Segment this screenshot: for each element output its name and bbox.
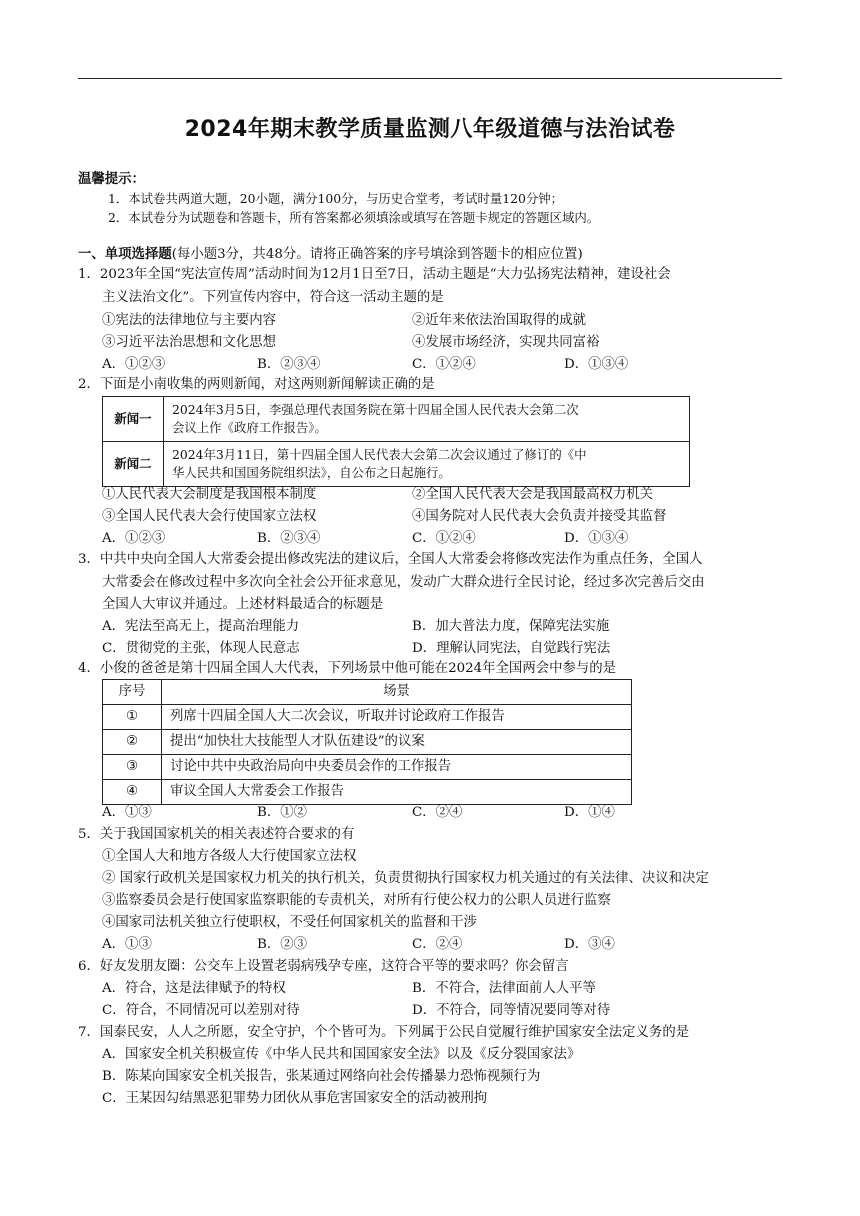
news-text: 华人民共和国国务院组织法》，自公布之日起施行。 [172,465,451,480]
row-text: 审议全国人大常委会工作报告 [162,780,632,805]
q6-option: A．符合，这是法律赋予的特权 [102,981,286,996]
q3-stem: 3．中共中央向全国人大常委会提出修改宪法的建议后，全国人大常委会将修改宪法作为重点任务，全国人 [78,552,703,567]
news-text: 2024年3月5日，李强总理代表国务院在第十四届全国人民代表大会第二次 [172,402,579,417]
row-number: ④ [103,780,162,805]
option: C．②④ [412,805,463,820]
option: A．①②③ [102,531,166,546]
q5-statement: ③监察委员会是行使国家监察职能的专责机关，对所有行使公权力的公职人员进行监察 [102,893,611,908]
option: C．①②④ [412,357,476,372]
table-row [103,755,632,780]
header-rule [78,78,782,79]
q7-option: C．王某因勾结黑恶犯罪势力团伙从事危害国家安全的活动被刑拘 [102,1091,488,1106]
section-heading-bold: 一、单项选择题 [78,246,172,262]
q6-option: C．符合，不同情况可以差别对待 [102,1003,300,1018]
col-header: 场景 [162,680,632,705]
news-row [103,397,690,442]
scene-table [102,679,632,805]
news-text: 会议上作《政府工作报告》。 [172,420,327,435]
row-number: ① [103,705,162,730]
section-heading [78,245,583,264]
option: D．①④ [564,805,615,820]
option: A．①③ [102,805,152,820]
q2-statement: ②全国人民代表大会是我国最高权力机关 [412,487,654,502]
page-title: 2024年期末教学质量监测八年级道德与法治试卷 [184,117,676,142]
q1-stem: 主义法治文化”。下列宣传内容中，符合这一活动主题的是 [102,290,444,305]
q7-stem: 7．国泰民安，人人之所愿，安全守护，个个皆可为。下列属于公民自觉履行维护国家安全法定义务的是 [78,1025,690,1040]
q5-statement: ② 国家行政机关是国家权力机关的执行机关，负责贯彻执行国家权力机关通过的有关法律、决议和决定 [102,871,709,886]
table-row [103,780,632,805]
q7-option: B．陈某向国家安全机关报告，张某通过网络向社会传播暴力恐怖视频行为 [102,1069,541,1084]
option: C．②④ [412,937,463,952]
news-content [164,397,690,442]
option: B．②③④ [257,357,321,372]
q3-option: C．贯彻党的主张，体现人民意志 [102,641,300,656]
q3-stem: 全国人大审议并通过。上述材料最适合的标题是 [102,597,384,612]
row-text: 讨论中共中央政治局向中央委员会作的工作报告 [162,755,632,780]
option: D．①③④ [564,357,629,372]
col-header: 序号 [103,680,162,705]
news-row [103,442,690,487]
q3-option: A．宪法至高无上，提高治理能力 [102,619,300,634]
option: C．①②④ [412,531,476,546]
news-label: 新闻一 [103,397,164,442]
option: B．①② [257,805,308,820]
tip-item: 2．本试卷分为试题卷和答题卡，所有答案都必须填涂或填写在答题卡规定的答题区域内。 [108,210,600,225]
q1-statement: ③习近平法治思想和文化思想 [102,335,277,350]
news-table [102,396,690,487]
q7-option: A．国家安全机关积极宣传《中华人民共和国国家安全法》以及《反分裂国家法》 [102,1047,581,1062]
option: B．②③④ [257,531,321,546]
row-number: ③ [103,755,162,780]
option: B．②③ [257,937,308,952]
section-heading-rest: (每小题3分，共48分。请将正确答案的序号填涂到答题卡的相应位置) [171,247,583,262]
q1-statement: ①宪法的法律地位与主要内容 [102,313,277,328]
news-text: 2024年3月11日，第十四届全国人民代表大会第二次会议通过了修订的《中 [172,447,587,462]
q6-option: D．不符合，同等情况要同等对待 [412,1003,611,1018]
news-content [164,442,690,487]
q3-option: D．理解认同宪法，自觉践行宪法 [412,641,611,656]
q6-option: B．不符合，法律面前人人平等 [412,981,596,996]
q1-statement: ④发展市场经济，实现共同富裕 [412,335,600,350]
q5-statement: ④国家司法机关独立行使职权，不受任何国家机关的监督和干涉 [102,915,477,930]
tips-heading: 温馨提示： [78,171,145,187]
q4-stem: 4．小俊的爸爸是第十四届全国人大代表，下列场景中他可能在2024年全国两会中参与的是 [78,661,617,676]
q5-statement: ①全国人大和地方各级人大行使国家立法权 [102,849,357,864]
q5-stem: 5．关于我国国家机关的相关表述符合要求的有 [78,827,355,842]
option: A．①③ [102,937,152,952]
q3-stem: 大常委会在修改过程中多次向全社会公开征求意见，发动广大群众进行全民讨论，经过多次完善后交由 [102,575,705,590]
q3-option: B．加大普法力度，保障宪法实施 [412,619,610,634]
row-number: ② [103,730,162,755]
row-text: 列席十四届全国人大二次会议，听取并讨论政府工作报告 [162,705,632,730]
q2-stem: 2．下面是小南收集的两则新闻，对这两则新闻解读正确的是 [78,377,435,392]
news-label: 新闻二 [103,442,164,487]
tip-item: 1．本试卷共两道大题，20小题，满分100分，与历史合堂考，考试时量120分钟； [108,191,564,206]
q2-statement: ①人民代表大会制度是我国根本制度 [102,487,317,502]
table-row [103,730,632,755]
q2-statement: ③全国人民代表大会行使国家立法权 [102,509,317,524]
table-row [103,705,632,730]
q6-stem: 6．好友发朋友圈：公交车上设置老弱病残孕专座，这符合平等的要求吗？你会留言 [78,959,569,974]
q2-statement: ④国务院对人民代表大会负责并接受其监督 [412,509,667,524]
row-text: 提出“加快壮大技能型人才队伍建设”的议案 [162,730,632,755]
table-header-row [103,680,632,705]
option: D．①③④ [564,531,629,546]
q1-statement: ②近年来依法治国取得的成就 [412,313,587,328]
option: D．③④ [564,937,615,952]
q1-stem: 1．2023年全国“宪法宣传周”活动时间为12月1日至7日，活动主题是“大力弘扬宪法精神，建设社会 [78,267,671,282]
option: A．①②③ [102,357,166,372]
